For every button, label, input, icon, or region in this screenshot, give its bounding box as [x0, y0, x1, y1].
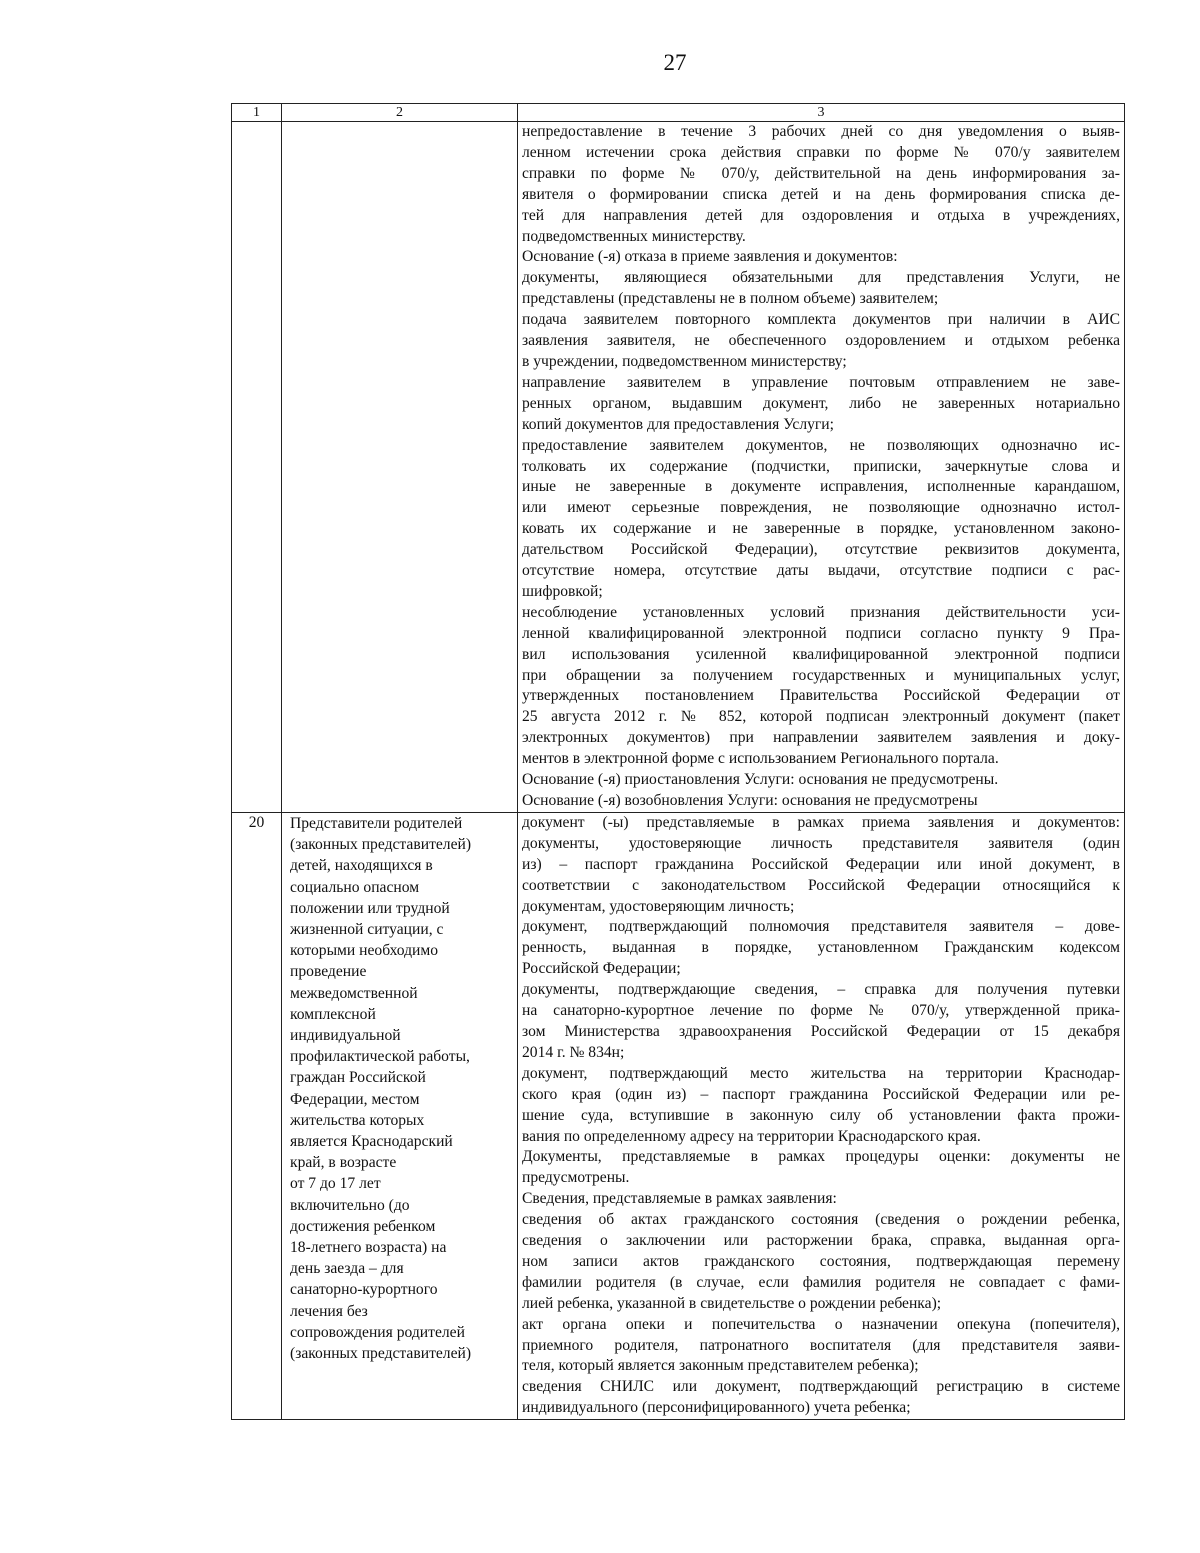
- row-20-content: [518, 812, 1125, 1419]
- text-line: утвержденных постановлением Правительства Российской Федерации от: [522, 687, 1120, 705]
- text-line: тей для направления детей для оздоровления и отдыха в учреждениях,: [522, 206, 1120, 224]
- text-line: представлены (представлены не в полном объеме) заявителем;: [522, 290, 939, 308]
- header-col-2: 2: [282, 104, 518, 122]
- text-line: жительства которых: [290, 1111, 425, 1129]
- text-line: достижения ребенком: [290, 1217, 436, 1235]
- text-line: ленной квалифицированной электронной подписи согласно пункту 9 Пра-: [522, 624, 1120, 642]
- text-line: соответствии с законодательством Российской Федерации относящийся к: [522, 876, 1120, 894]
- text-line: или имеют серьезные повреждения, не позволяющие однозначно истол-: [522, 499, 1120, 517]
- text-line: индивидуальной: [290, 1026, 401, 1044]
- text-line: подведомственных министерству.: [522, 227, 746, 245]
- text-line: предусмотрены.: [522, 1169, 630, 1187]
- text-line: заявления заявителя, не обеспеченного оздоровлением и отдыхом ребенка: [522, 332, 1120, 350]
- text-line: сопровождения родителей: [290, 1323, 465, 1341]
- text-line: индивидуального (персонифицированного) учета ребенка;: [522, 1399, 911, 1417]
- text-line: сведения СНИЛС или документ, подтверждающий регистрацию в системе: [522, 1378, 1120, 1396]
- text-line: комплексной: [290, 1005, 376, 1023]
- text-line: день заезда – для: [290, 1260, 404, 1278]
- text-line: сведения об актах гражданского состояния (сведения о рождении ребенка,: [522, 1211, 1120, 1229]
- text-line: документы, удостоверяющие личность представителя заявителя (один: [522, 834, 1120, 852]
- text-line: дательством Российской Федерации), отсутствие реквизитов документа,: [522, 541, 1120, 559]
- header-col-1: 1: [232, 104, 282, 122]
- text-line: Представители родителей: [290, 814, 463, 832]
- text-line: подача заявителем повторного комплекта документов при наличии в АИС: [522, 311, 1120, 329]
- text-line: ского края (один из) – паспорт гражданина Российской Федерации или ре-: [522, 1085, 1120, 1103]
- text-line: которыми необходимо: [290, 942, 439, 960]
- row-continued-description: [282, 122, 518, 813]
- text-line: является Краснодарский: [290, 1132, 453, 1150]
- text-line: лечения без: [290, 1302, 368, 1320]
- table-header-row: [232, 104, 1125, 122]
- text-line: положении или трудной: [290, 899, 450, 917]
- text-line: 2014 г. № 834н;: [522, 1043, 625, 1061]
- text-line: ренность, выданная в порядке, установленном Гражданским кодексом: [522, 939, 1120, 957]
- text-line: фамилии родителя (в случае, если фамилия родителя не совпадает с фами-: [522, 1273, 1120, 1291]
- text-line: ленном истечении срока действия справки по форме № 070/у заявителем: [522, 143, 1120, 161]
- text-line: проведение: [290, 963, 367, 981]
- text-line: отсутствие номера, отсутствие даты выдачи, отсутствие подписи с рас-: [522, 562, 1120, 580]
- text-line: от 7 до 17 лет: [290, 1175, 381, 1193]
- table-row-continued: [232, 122, 1125, 813]
- text-line: документ, подтверждающий место жительства на территории Краснодар-: [522, 1064, 1120, 1082]
- text-line: социально опасном: [290, 878, 420, 896]
- text-line: лией ребенка, указанной в свидетельстве о рождении ребенка);: [522, 1294, 942, 1312]
- text-line: направление заявителем в управление почтовым отправлением не заве-: [522, 373, 1120, 391]
- text-line: шение суда, вступившие в законную силу об установлении факта прожи-: [522, 1106, 1120, 1124]
- text-line: теля, который является законным представителем ребенка);: [522, 1357, 919, 1375]
- text-line: 18-летнего возраста) на: [290, 1238, 447, 1256]
- text-line: приемного родителя, патронатного воспитателя (для представителя заяви-: [522, 1336, 1120, 1354]
- text-line: предоставление заявителем документов, не позволяющих однозначно ис-: [522, 436, 1120, 454]
- text-line: санаторно-курортного: [290, 1281, 438, 1299]
- text-line: иные не заверенные в документе исправления, исполненные карандашом,: [522, 478, 1120, 496]
- document-table: [231, 103, 1125, 1420]
- text-line: вания по определенному адресу на территории Краснодарского края.: [522, 1127, 981, 1145]
- row-continued-content: [518, 122, 1125, 813]
- text-line: Основание (-я) возобновления Услуги: основания не предусмотрены: [522, 792, 978, 809]
- text-line: граждан Российской: [290, 1069, 426, 1087]
- row-20-description: [282, 812, 518, 1419]
- text-line: документ, подтверждающий полномочия представителя заявителя – дове-: [522, 918, 1120, 936]
- text-line: несоблюдение установленных условий признания действительности уси-: [522, 603, 1120, 621]
- text-line: Основание (-я) отказа в приеме заявления и документов:: [522, 248, 898, 266]
- text-line: Сведения, представляемые в рамках заявления:: [522, 1190, 837, 1208]
- text-line: явителя о формировании списка детей и на день формирования списка де-: [522, 185, 1120, 203]
- text-line: жизненной ситуации, с: [290, 920, 444, 938]
- text-line: документ (-ы) представляемые в рамках приема заявления и документов:: [522, 813, 1120, 831]
- text-line: Документы, представляемые в рамках процедуры оценки: документы не: [522, 1148, 1120, 1166]
- text-line: (законных представителей): [290, 1344, 472, 1362]
- text-line: сведения о заключении или расторжении брака, справка, выданная орга-: [522, 1232, 1120, 1250]
- text-line: шифровкой;: [522, 582, 603, 600]
- text-line: межведомственной: [290, 984, 418, 1002]
- text-line: справки по форме № 070/у, действительной на день информирования за-: [522, 164, 1120, 182]
- text-line: детей, находящихся в: [290, 857, 433, 875]
- text-line: Основание (-я) приостановления Услуги: основания не предусмотрены.: [522, 771, 999, 789]
- text-line: вил использования усиленной квалифицированной электронной подписи: [522, 645, 1120, 663]
- text-line: в учреждении, подведомственном министерству;: [522, 352, 847, 370]
- table-row-20: [232, 812, 1125, 1419]
- text-line: ментов в электронной форме с использованием Регионального портала.: [522, 750, 999, 768]
- text-line: (законных представителей): [290, 836, 472, 854]
- text-line: толковать их содержание (подчистки, приписки, зачеркнутые слова и: [522, 457, 1120, 475]
- header-col-3: 3: [518, 104, 1125, 122]
- text-line: зом Министерства здравоохранения Российской Федерации от 15 декабря: [522, 1022, 1120, 1040]
- text-line: включительно (до: [290, 1196, 410, 1214]
- text-line: акт органа опеки и попечительства о назначении опекуна (попечителя),: [522, 1315, 1120, 1333]
- row-20-number: 20: [232, 812, 282, 1419]
- text-line: документы, являющиеся обязательными для представления Услуги, не: [522, 269, 1120, 287]
- text-line: из) – паспорт гражданина Российской Федерации или иной документ, в: [522, 855, 1120, 873]
- text-line: электронных документов) при направлении заявителем заявления и доку-: [522, 729, 1120, 747]
- page-number: 27: [663, 50, 687, 75]
- text-line: Федерации, местом: [290, 1090, 420, 1108]
- row-continued-number: [232, 122, 282, 813]
- text-line: ренных органом, выдавшим документ, либо не заверенных нотариально: [522, 394, 1120, 412]
- text-line: документы, подтверждающие сведения, – справка для получения путевки: [522, 981, 1120, 999]
- text-line: профилактической работы,: [290, 1048, 470, 1066]
- text-line: 25 августа 2012 г. № 852, которой подписан электронный документ (пакет: [522, 708, 1120, 726]
- text-line: край, в возрасте: [290, 1154, 397, 1172]
- text-line: при обращении за получением государственных и муниципальных услуг,: [522, 666, 1120, 684]
- text-line: ном записи актов гражданского состояния, подтверждающая перемену: [522, 1252, 1120, 1270]
- text-line: ковать их содержание и не заверенные в порядке, установленном законо-: [522, 520, 1120, 538]
- text-line: копий документов для предоставления Услуги;: [522, 415, 834, 433]
- text-line: Российской Федерации;: [522, 960, 681, 978]
- text-line: непредоставление в течение 3 рабочих дней со дня уведомления о выяв-: [522, 123, 1120, 140]
- text-line: на санаторно-курортное лечение по форме № 070/у, утвержденной прика-: [522, 1002, 1120, 1020]
- text-line: документам, удостоверяющим личность;: [522, 897, 795, 915]
